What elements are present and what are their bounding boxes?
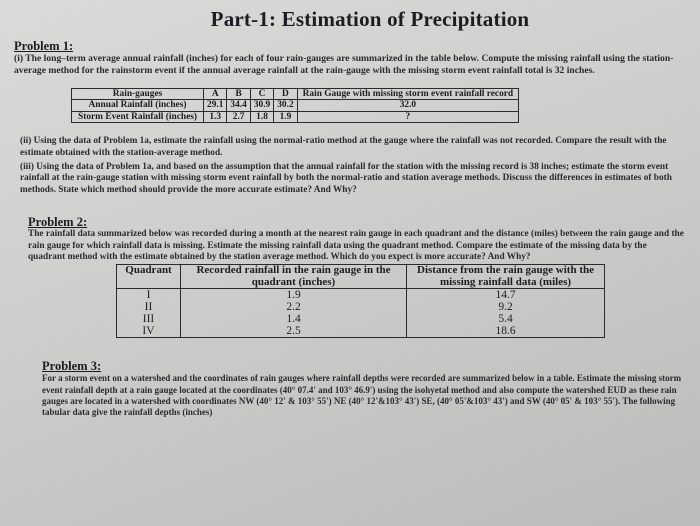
table-cell: IV [117, 325, 181, 338]
table-header-cell: Distance from the rain gauge with the missing rainfall data (miles) [407, 265, 605, 289]
table-cell: Rain-gauges [72, 88, 204, 100]
table-row [117, 325, 605, 338]
problem-1-part-ii: (ii) Using the data of Problem 1a, estimate the rainfall using the normal-ratio method at the gauge where the rainfall was not recorded. Compare the result with the estimate obtained with the station-average method. [20, 136, 667, 158]
table-cell: Storm Event Rainfall (inches) [72, 111, 204, 123]
problem-3-text: For a storm event on a watershed and the coordinates of rain gauges where rainfall depths were recorded are summarized below in a table. Estimate the missing storm event rainfall depth at a rain gauge located at the coordinates (40° 07.4' and 103° 46.9') using the isohyetal method and also compute the watershed EUD as these rain gauges are located in a watershed with coordinates NW (40° 12' & 103° 55') NE (40° 12'&103° 43') SE, (40° 05'&103° 43') and SW (40° 05' & 103° 55'). The following tabular data give the rainfall depths (inches) [42, 373, 682, 417]
table-cell: 18.6 [407, 325, 605, 338]
table-cell: 14.7 [407, 289, 605, 302]
problem-1-section [14, 40, 686, 196]
table-cell: 2.5 [181, 325, 407, 338]
problem-2-text: The rainfall data summarized below was recorded during a month at the nearest rain gauge in each quadrant and the distance (miles) between the rain gauge and the rain gauge for which rainfall data is missing. Estimate the missing rainfall data using the quadrant method. Compare the estimate of the missing data by the quadrant method with the estimate obtained by the station average method. Which do you expect is more accurate? And Why? [28, 229, 684, 262]
table-cell: 34.4 [227, 100, 250, 112]
table-cell: 2.7 [227, 111, 250, 123]
table-cell: 1.4 [181, 313, 407, 325]
problem-3-section [42, 360, 686, 418]
page-title: Part-1: Estimation of Precipitation [210, 7, 530, 31]
table-cell: 32.0 [297, 100, 519, 112]
table-cell: ? [297, 111, 519, 123]
table-cell: 5.4 [407, 313, 605, 325]
table-cell: 30.9 [250, 100, 273, 112]
table-cell: C [250, 88, 273, 100]
table-row [72, 111, 519, 123]
table-cell: 1.9 [274, 111, 297, 123]
table-cell: I [117, 289, 181, 302]
table-header-cell: Recorded rainfall in the rain gauge in the quadrant (inches) [181, 265, 407, 289]
table-row [72, 100, 519, 112]
problem-1-table [71, 88, 519, 124]
problem-3-heading: Problem 3: [42, 359, 102, 374]
table-cell: 1.3 [204, 111, 227, 123]
problem-2-heading: Problem 2: [28, 215, 88, 230]
table-cell: 29.1 [204, 100, 227, 112]
table-cell: III [117, 313, 181, 325]
problem-1-part-iii: (iii) Using the data of Problem 1a, and based on the assumption that the annual rainfall for the station with the missing record is 38 inches; estimate the storm event rainfall at the rain-gauge station with missing storm event rainfall by both the normal-ratio and station average methods. Discuss the differences in estimates of both methods. State which method should provide the more accurate estimate? And Why? [20, 161, 672, 195]
table-cell: 1.8 [250, 111, 273, 123]
table-cell: 9.2 [407, 301, 605, 313]
table-header-row [117, 265, 605, 289]
table-cell: A [204, 88, 227, 100]
table-cell: 2.2 [181, 301, 407, 313]
table-cell: Annual Rainfall (inches) [72, 100, 204, 112]
problem-2-section [28, 216, 686, 338]
table-row [117, 313, 605, 325]
table-cell: D [274, 88, 297, 100]
problem-1-heading: Problem 1: [14, 39, 74, 53]
table-cell: 1.9 [181, 289, 407, 302]
problem-2-table [116, 264, 605, 338]
table-cell: II [117, 301, 181, 313]
table-cell: Rain Gauge with missing storm event rainfall record [297, 88, 519, 100]
table-cell: 30.2 [274, 100, 297, 112]
table-row [117, 289, 605, 302]
table-cell: B [227, 88, 250, 100]
table-header-cell: Quadrant [117, 265, 181, 289]
table-header-row [72, 88, 519, 100]
table-row [117, 301, 605, 313]
problem-1-part-i: (i) The long–term average annual rainfall (inches) for each of four rain-gauges are summarized in the table below. Compute the missing rainfall using the station-average method for the rainstorm event if the annual average rainfall at the rain-gauge with the missing storm event rainfall total is 32 inches. [14, 53, 674, 77]
